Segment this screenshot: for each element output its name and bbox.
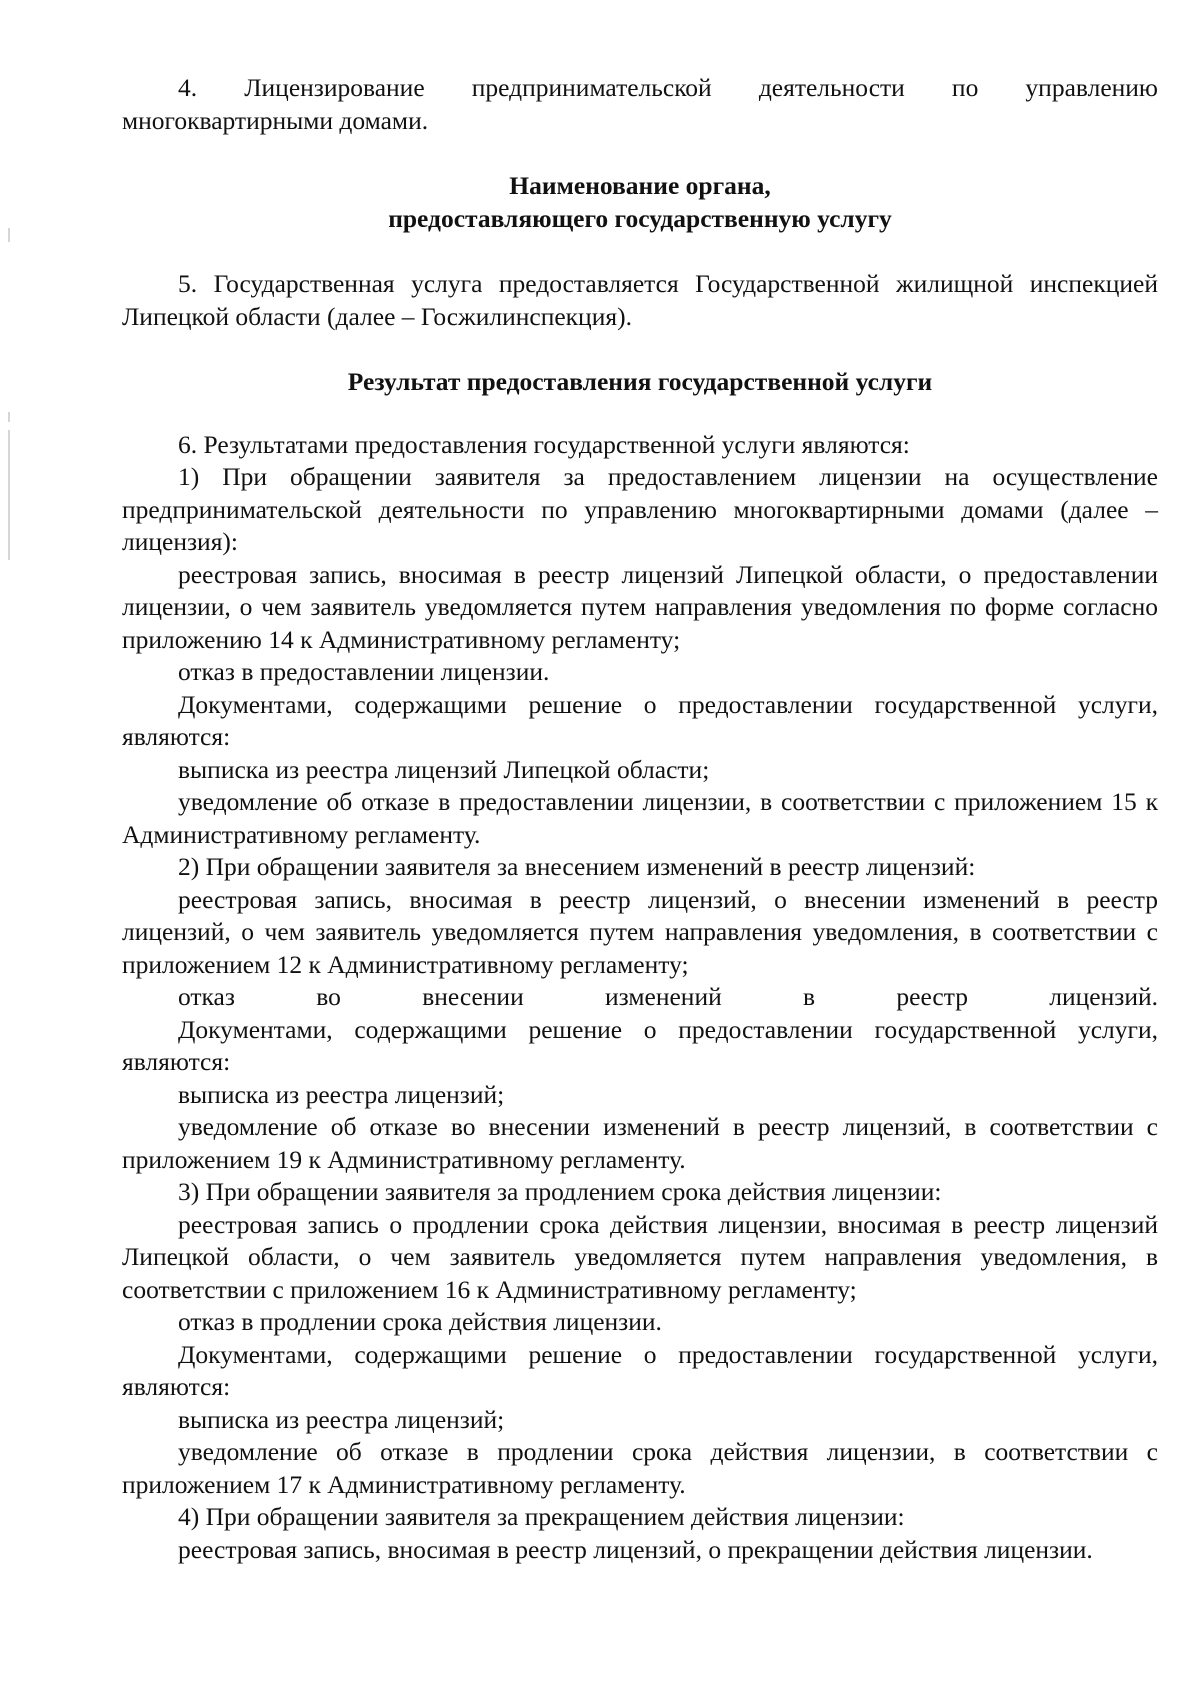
paragraph-4: 4. Лицензирование предпринимательской деятельности по управлению многоквартирными домами. bbox=[122, 73, 1158, 135]
paragraph-6-3-a: реестровая запись о продлении срока действия лицензии, вносимая в реестр лицензий Липецкой области, о чем заявитель уведомляется путем направления уведомления, в соответствии с приложением 16 к Административному регламенту; bbox=[122, 1209, 1158, 1304]
paragraph-6-4-a: реестровая запись, вносимая в реестр лицензий, о прекращении действия лицензии. bbox=[178, 1534, 1093, 1564]
paragraph-5: 5. Государственная услуга предоставляется Государственной жилищной инспекцией Липецкой области (далее – Госжилинспекция). bbox=[122, 269, 1158, 331]
paragraph-6-4: 4) При обращении заявителя за прекращением действия лицензии: bbox=[178, 1502, 905, 1531]
paragraph-6-2-d: выписка из реестра лицензий; bbox=[178, 1079, 505, 1109]
paragraph-6-1: 1) При обращении заявителя за предоставлением лицензии на осуществление предпринимательской деятельности по управлению многоквартирными домами (далее – лицензия): bbox=[122, 462, 1158, 556]
paragraph-6: 6. Результатами предоставления государственной услуги являются: bbox=[178, 429, 910, 459]
paragraph-6-1-d: выписка из реестра лицензий Липецкой области; bbox=[178, 754, 710, 784]
paragraph-6-2-b: отказ во внесении изменений в реестр лицензий. bbox=[178, 982, 1158, 1011]
paragraph-6-3-d: выписка из реестра лицензий; bbox=[178, 1404, 505, 1434]
paragraph-6-3-e: уведомление об отказе в продлении срока действия лицензии, в соответствии с приложением 17 к Административному регламенту. bbox=[122, 1437, 1158, 1499]
paragraph-6-1-c: Документами, содержащими решение о предоставлении государственной услуги, являются: bbox=[122, 689, 1158, 751]
paragraph-6-3-c: Документами, содержащими решение о предоставлении государственной услуги, являются: bbox=[122, 1339, 1158, 1401]
section-heading-result: Результат предоставления государственной услуги bbox=[347, 367, 933, 396]
scan-artifact bbox=[8, 228, 10, 242]
section-heading-authority-line1: Наименование органа, bbox=[509, 171, 771, 200]
section-heading-authority-line2: предоставляющего государственную услугу bbox=[388, 203, 892, 233]
scan-artifact bbox=[8, 430, 10, 560]
paragraph-6-3-b: отказ в продлении срока действия лицензии. bbox=[178, 1307, 662, 1336]
paragraph-6-2: 2) При обращении заявителя за внесением изменений в реестр лицензий: bbox=[178, 852, 976, 881]
document-body bbox=[122, 72, 1158, 1566]
paragraph-6-1-a: реестровая запись, вносимая в реестр лицензий Липецкой области, о предоставлении лицензии, о чем заявитель уведомляется путем направления уведомления по форме согласно приложению 14 к Административному регламенту; bbox=[122, 559, 1158, 654]
paragraph-6-2-e: уведомление об отказе во внесении изменений в реестр лицензий, в соответствии с приложением 19 к Административному регламенту. bbox=[122, 1112, 1158, 1174]
paragraph-6-2-c: Документами, содержащими решение о предоставлении государственной услуги, являются: bbox=[122, 1014, 1158, 1076]
paragraph-6-2-a: реестровая запись, вносимая в реестр лицензий, о внесении изменений в реестр лицензий, о чем заявитель уведомляется путем направления уведомления, в соответствии с приложением 12 к Административному регламенту; bbox=[122, 884, 1158, 979]
paragraph-6-1-b: отказ в предоставлении лицензии. bbox=[178, 657, 550, 686]
paragraph-6-1-e: уведомление об отказе в предоставлении лицензии, в соответствии с приложением 15 к Административному регламенту. bbox=[122, 787, 1158, 849]
scan-artifact bbox=[8, 412, 10, 422]
paragraph-6-3: 3) При обращении заявителя за продлением срока действия лицензии: bbox=[178, 1177, 942, 1206]
